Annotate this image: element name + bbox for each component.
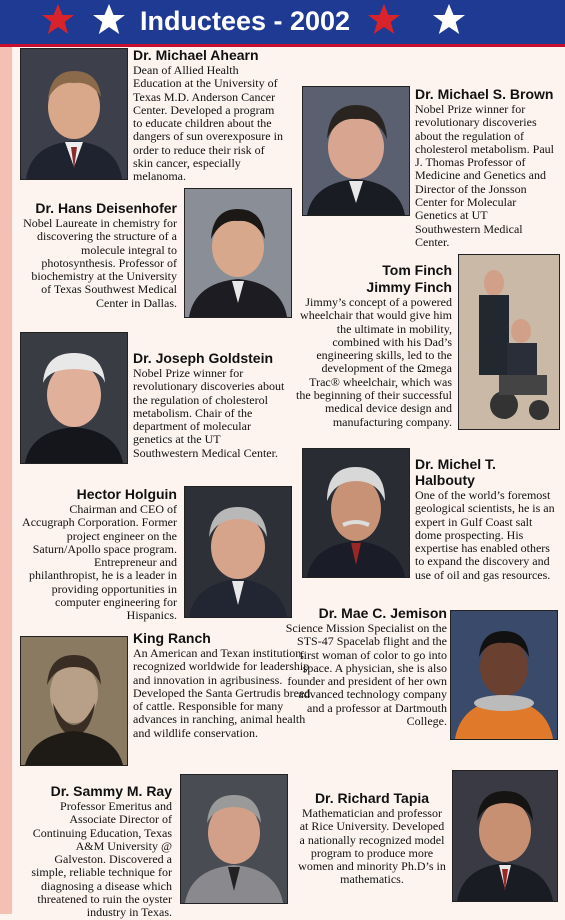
inductee-description: One of the world’s foremost geological scientists, he is an expert in Gulf Coast salt dome prospecting. His expertise has enabled others to expand the discovery and use of oil and gas resources. <box>415 488 555 582</box>
inductee-description: Dean of Allied Health Education at the University of Texas M.D. Anderson Cancer Center. Developed a program to educate children about the dangers of sun overexposure in order to reduce their risk of skin cancer, especially melanoma. <box>133 63 283 184</box>
inductee-name: Dr. Joseph Goldstein <box>133 350 274 366</box>
header-banner <box>0 0 565 47</box>
portrait-photo-king-ranch <box>20 636 128 766</box>
inductee-name: Dr. Richard Tapia <box>314 790 430 806</box>
inductee-entry <box>22 783 172 920</box>
inductee-entry <box>415 86 555 249</box>
inductee-name: King Ranch <box>133 630 211 646</box>
inductee-entry <box>133 47 283 184</box>
white-star-icon <box>431 2 467 38</box>
inductee-name: Jimmy Finch <box>366 279 452 295</box>
inductee-name: Dr. Michel T. Halbouty <box>415 456 496 488</box>
inductee-name: Dr. Michael S. Brown <box>415 86 554 102</box>
inductee-name: Dr. Mae C. Jemison <box>318 605 447 621</box>
inductee-entry <box>415 456 555 582</box>
portrait-photo-ahearn <box>20 48 128 180</box>
portrait-photo-deisenhofer <box>184 188 292 318</box>
portrait-photo-finch <box>458 254 560 430</box>
inductee-description: Jimmy’s concept of a powered wheelchair that would give him the ultimate in mobility, combined with his Dad’s engineering skills, led to the development of the Ωmega Trac® wheelchair, which was the beginning of their successful medical device design and manufacturing company. <box>296 295 452 429</box>
left-color-strip <box>0 44 12 914</box>
red-star-icon <box>40 2 76 38</box>
red-star-icon <box>366 2 402 38</box>
inductee-description: Mathematician and professor at Rice University. Developed a nationally recognized model program to produce more women and minority Ph.D’s in mathematics. <box>298 806 446 887</box>
inductee-entry <box>22 486 177 623</box>
portrait-photo-brown <box>302 86 410 216</box>
portrait-photo-halbouty <box>302 448 410 578</box>
portrait-photo-ray <box>180 774 288 904</box>
inductee-entry <box>133 350 288 460</box>
inductee-description: Chairman and CEO of Accugraph Corporation. Former project engineer on the Saturn/Apollo space program. Entrepreneur and philanthropist, he is a leader in providing opportunities in computer engineering for Hispanics. <box>22 502 177 623</box>
inductee-name: Dr. Sammy M. Ray <box>50 783 172 799</box>
inductee-description: Professor Emeritus and Associate Director of Continuing Education, Texas A&M University @ Galveston. Discovered a simple, reliable technique for diagnosing a disease which threatened to ruin the oyster industry in Texas. <box>31 799 172 920</box>
inductee-description: An American and Texan institution, recognized worldwide for leadership and innovation in agribusiness. Developed the Santa Gertrudis breed of cattle. Responsible for many advances in ranching, animal health and wildlife conservation. <box>133 646 311 740</box>
portrait-photo-holguin <box>184 486 292 618</box>
inductee-name: Hector Holguin <box>76 486 177 502</box>
inductee-entry <box>292 262 452 429</box>
portrait-photo-jemison <box>450 610 558 740</box>
inductee-entry <box>22 200 177 310</box>
inductee-entry <box>298 790 446 887</box>
inductee-name: Tom Finch <box>382 262 452 278</box>
portrait-photo-tapia <box>452 770 558 902</box>
portrait-photo-goldstein <box>20 332 128 464</box>
inductee-description: Nobel Laureate in chemistry for discovering the structure of a molecule integral to photosynthesis. Professor of biochemistry at the University of Texas Southwest Medical Center in Dallas. <box>23 216 177 310</box>
inductee-name: Dr. Michael Ahearn <box>133 47 259 63</box>
inductee-entry <box>133 630 318 740</box>
inductee-name: Dr. Hans Deisenhofer <box>35 200 177 216</box>
inductee-description: Nobel Prize winner for revolutionary discoveries about the regulation of cholesterol metabolism. Paul J. Thomas Professor of Medicine and Genetics and Director of the Jonsson Center for Molecular Genetics at UT Southwestern Medical Center. <box>415 102 554 249</box>
inductee-description: Nobel Prize winner for revolutionary discoveries about the regulation of cholesterol metabolism. Chair of the department of molecular genetics at the UT Southwestern Medical Center. <box>133 366 285 460</box>
page-title: Inductees - 2002 <box>139 6 351 36</box>
inductee-description: Science Mission Specialist on the STS-47 Spacelab flight and the first woman of color to go into space. A physician, she is also founder and president of her own advanced technology company and a professor at Dartmouth College. <box>285 621 447 729</box>
